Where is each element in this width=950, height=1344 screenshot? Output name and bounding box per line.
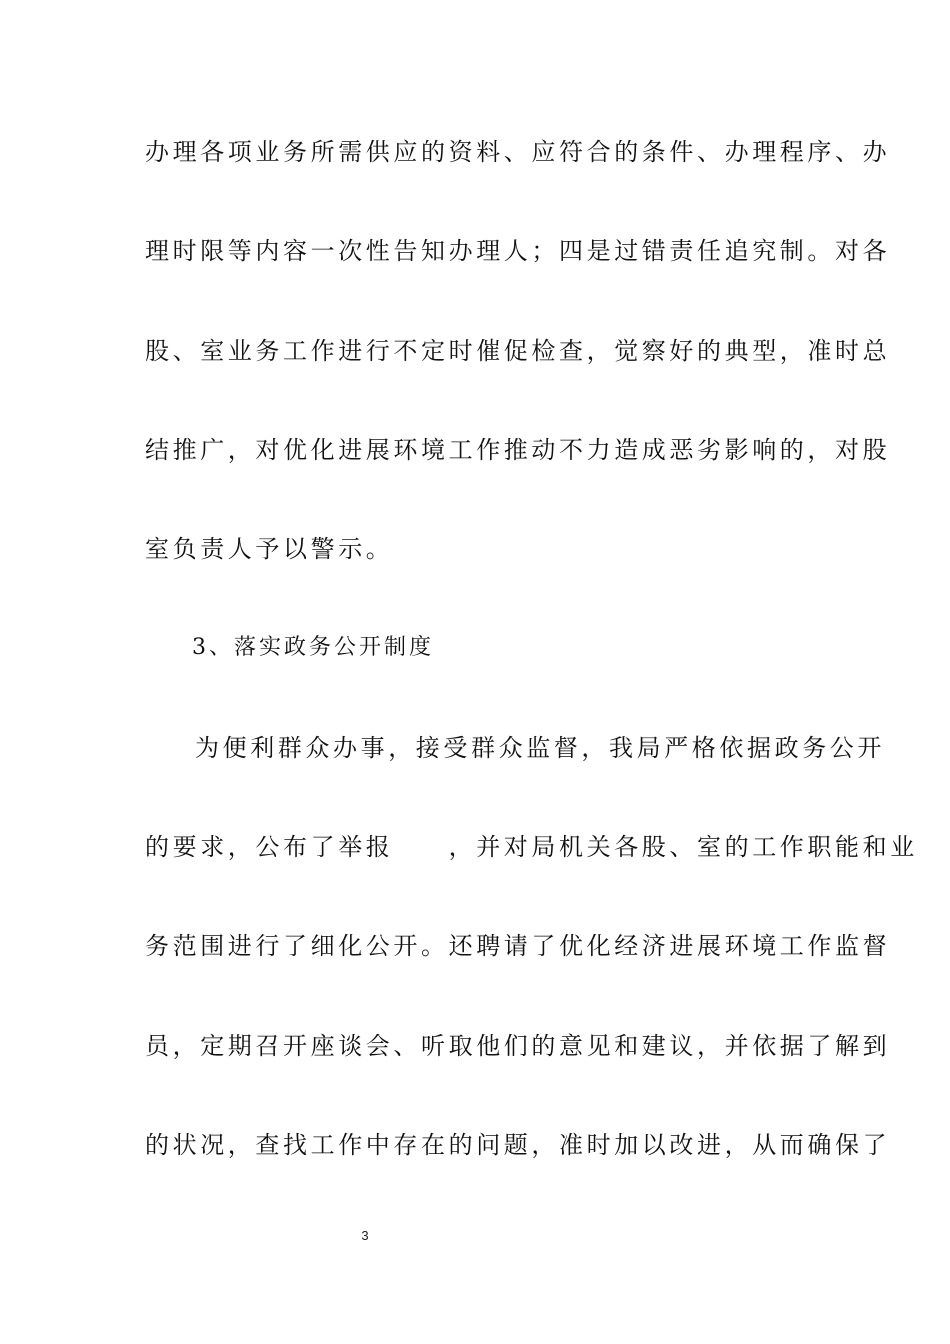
paragraph-line: 的状况，查找工作中存在的问题，准时加以改进，从而确保了: [145, 1131, 891, 1159]
paragraph-line: 员，定期召开座谈会、听取他们的意见和建议，并依据了解到: [145, 1032, 891, 1060]
paragraph-line: 理时限等内容一次性告知办理人；四是过错责任追究制。对各: [145, 237, 891, 265]
paragraph-line: 室负责人予以警示。: [145, 535, 394, 563]
paragraph-line: 务范围进行了细化公开。还聘请了优化经济进展环境工作监督: [145, 932, 891, 960]
paragraph-line: 股、室业务工作进行不定时催促检查，觉察好的典型，准时总: [145, 337, 891, 365]
section-heading: 3、落实政务公开制度: [192, 635, 434, 660]
paragraph-line: 的要求，公布了举报 ，并对局机关各股、室的工作职能和业: [145, 833, 918, 861]
paragraph-line: 办理各项业务所需供应的资料、应符合的条件、办理程序、办: [145, 138, 891, 166]
page-number: 3: [361, 1228, 369, 1243]
paragraph-line: 为便利群众办事，接受群众监督，我局严格依据政务公开: [195, 734, 885, 762]
paragraph-line: 结推广，对优化进展环境工作推动不力造成恶劣影响的，对股: [145, 436, 891, 464]
